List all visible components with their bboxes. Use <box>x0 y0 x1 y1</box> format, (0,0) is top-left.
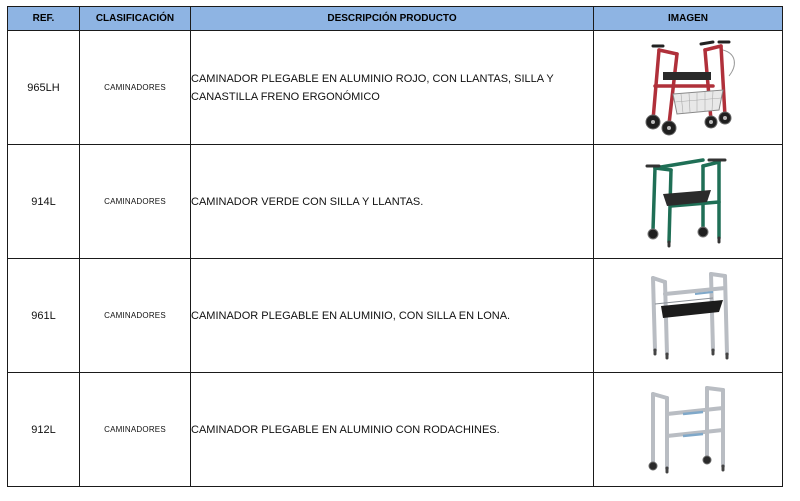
product-table <box>7 6 783 487</box>
ref-cell: 914L <box>8 145 80 259</box>
ref-cell: 912L <box>8 373 80 487</box>
header-ref: REF. <box>8 7 80 31</box>
image-cell <box>594 259 783 373</box>
classification-cell: CAMINADORES <box>80 31 191 145</box>
description-cell: CAMINADOR PLEGABLE EN ALUMINIO, CON SILLA EN LONA. <box>191 259 594 373</box>
description-cell: CAMINADOR PLEGABLE EN ALUMINIO ROJO, CON LLANTAS, SILLA Y CANASTILLA FRENO ERGONÓMICO <box>191 31 594 145</box>
header-clasificacion: CLASIFICACIÓN <box>80 7 191 31</box>
red-rollator-icon <box>633 36 743 140</box>
ref-cell: 965LH <box>8 31 80 145</box>
table-row <box>8 373 783 487</box>
classification-cell: CAMINADORES <box>80 145 191 259</box>
classification-cell: CAMINADORES <box>80 373 191 487</box>
image-cell <box>594 145 783 259</box>
header-row <box>8 7 783 31</box>
table-row <box>8 145 783 259</box>
header-imagen: IMAGEN <box>594 7 783 31</box>
classification-cell: CAMINADORES <box>80 259 191 373</box>
aluminium-walker-seat-icon <box>633 264 743 368</box>
description-cell: CAMINADOR VERDE CON SILLA Y LLANTAS. <box>191 145 594 259</box>
description-cell: CAMINADOR PLEGABLE EN ALUMINIO CON RODACHINES. <box>191 373 594 487</box>
image-cell <box>594 373 783 487</box>
table-row <box>8 259 783 373</box>
header-descripcion: DESCRIPCIÓN PRODUCTO <box>191 7 594 31</box>
table-row <box>8 31 783 145</box>
image-cell <box>594 31 783 145</box>
aluminium-walker-wheels-icon <box>633 378 743 482</box>
green-walker-icon <box>633 150 743 254</box>
ref-cell: 961L <box>8 259 80 373</box>
